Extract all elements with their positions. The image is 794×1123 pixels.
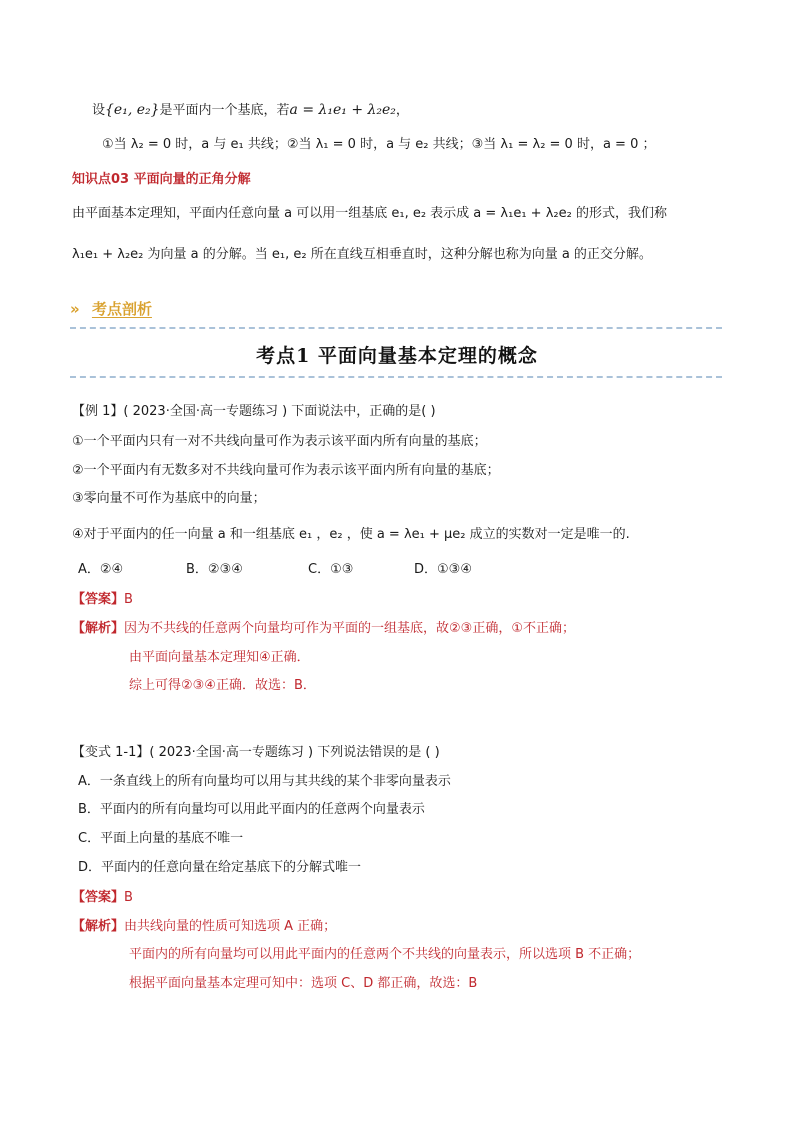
example1-item-1: ①一个平面内只有一对不共线向量可作为表示该平面内所有向量的基底； [72,434,487,449]
answer-value: B [124,890,133,905]
analysis-text: 由共线向量的性质可知选项 A 正确； [124,919,337,934]
variant1-option-a: A．一条直线上的所有向量均可以用与其共线的某个非零向量表示 [78,774,451,789]
variant1-option-c: C．平面上向量的基底不唯一 [78,831,244,846]
knowledge-paragraph-line-1: 由平面基本定理知，平面内任意向量 a 可以用一组基底 e₁, e₂ 表示成 a = λ₁e₁ + λ₂e₂ 的形式，我们称 [72,206,667,221]
variant1-analysis-line-2: 平面内的所有向量均可以用此平面内的任意两个不共线的向量表示，所以选项 B 不正确； [129,947,641,962]
variant1-analysis-line-1 [72,918,336,936]
divider-top [70,327,722,329]
example1-item-4: ④对于平面内的任一向量 a 和一组基底 e₁ ，e₂ ，使 a = λe₁ + μe₂ 成立的实数对一定是唯一的. [72,527,630,542]
example1-question: 【例 1】( 2023·全国·高一专题练习 ) 下面说法中，正确的是( ) [72,404,436,419]
example1-analysis-line-3: 综上可得②③④正确．故选：B． [129,678,316,693]
variant1-analysis-line-3: 根据平面向量基本定理可知中：选项 C、D 都正确，故选：B [129,976,478,991]
divider-bottom [70,376,722,378]
example1-option-b: B．②③④ [186,562,243,577]
example1-analysis-line-1 [72,620,575,638]
example1-item-3: ③零向量不可作为基底中的向量； [72,491,266,506]
basis-definition-line [92,101,409,120]
answer-tag: 【答案】 [72,890,125,905]
analysis-section-text: 考点剖析 [91,300,152,318]
section-title: 考点1 平面向量基本定理的概念 [256,345,538,367]
answer-tag: 【答案】 [72,592,125,607]
analysis-section-label [70,298,152,319]
answer-value: B [124,592,133,607]
variant1-option-d: D．平面内的任意向量在给定基底下的分解式唯一 [78,860,362,875]
variant1-option-b: B．平面内的所有向量均可以用此平面内的任意两个向量表示 [78,802,425,817]
basis-def-middle: 是平面内一个基底，若 [159,103,290,118]
example1-option-c: C．①③ [308,562,354,577]
analysis-text: 因为不共线的任意两个向量均可作为平面的一组基底，故②③正确，①不正确； [124,621,575,636]
knowledge-paragraph-line-2: λ₁e₁ + λ₂e₂ 为向量 a 的分解。当 e₁, e₂ 所在直线互相垂直时，这种分解也称为向量 a 的正交分解。 [72,247,652,262]
example1-answer-line [72,591,133,609]
variant1-answer-line [72,889,133,907]
variant1-question: 【变式 1-1】( 2023·全国·高一专题练习 ) 下列说法错误的是 ( ) [72,745,440,760]
analysis-tag: 【解析】 [72,621,125,636]
example1-item-2: ②一个平面内有无数多对不共线向量可作为表示该平面内所有向量的基底； [72,463,500,478]
double-chevron-icon: » [70,300,77,318]
knowledge-point-heading: 知识点03 平面向量的正角分解 [72,172,251,187]
basis-set: {e₁, e₂} [105,102,160,118]
example1-analysis-line-2: 由平面向量基本定理知④正确． [129,650,310,665]
analysis-tag: 【解析】 [72,919,125,934]
collinear-cases-line: ①当 λ₂ = 0 时，a 与 e₁ 共线；②当 λ₁ = 0 时，a 与 e₂ 共线；③当 λ₁ = λ₂ = 0 时，a = 0 ； [102,137,656,152]
example1-option-a: A．②④ [78,562,124,577]
decomposition-equation: a = λ₁e₁ + λ₂e₂ [289,102,396,118]
basis-def-suffix: ， [395,103,409,118]
example1-option-d: D．①③④ [414,562,472,577]
basis-def-prefix: 设 [92,103,106,118]
